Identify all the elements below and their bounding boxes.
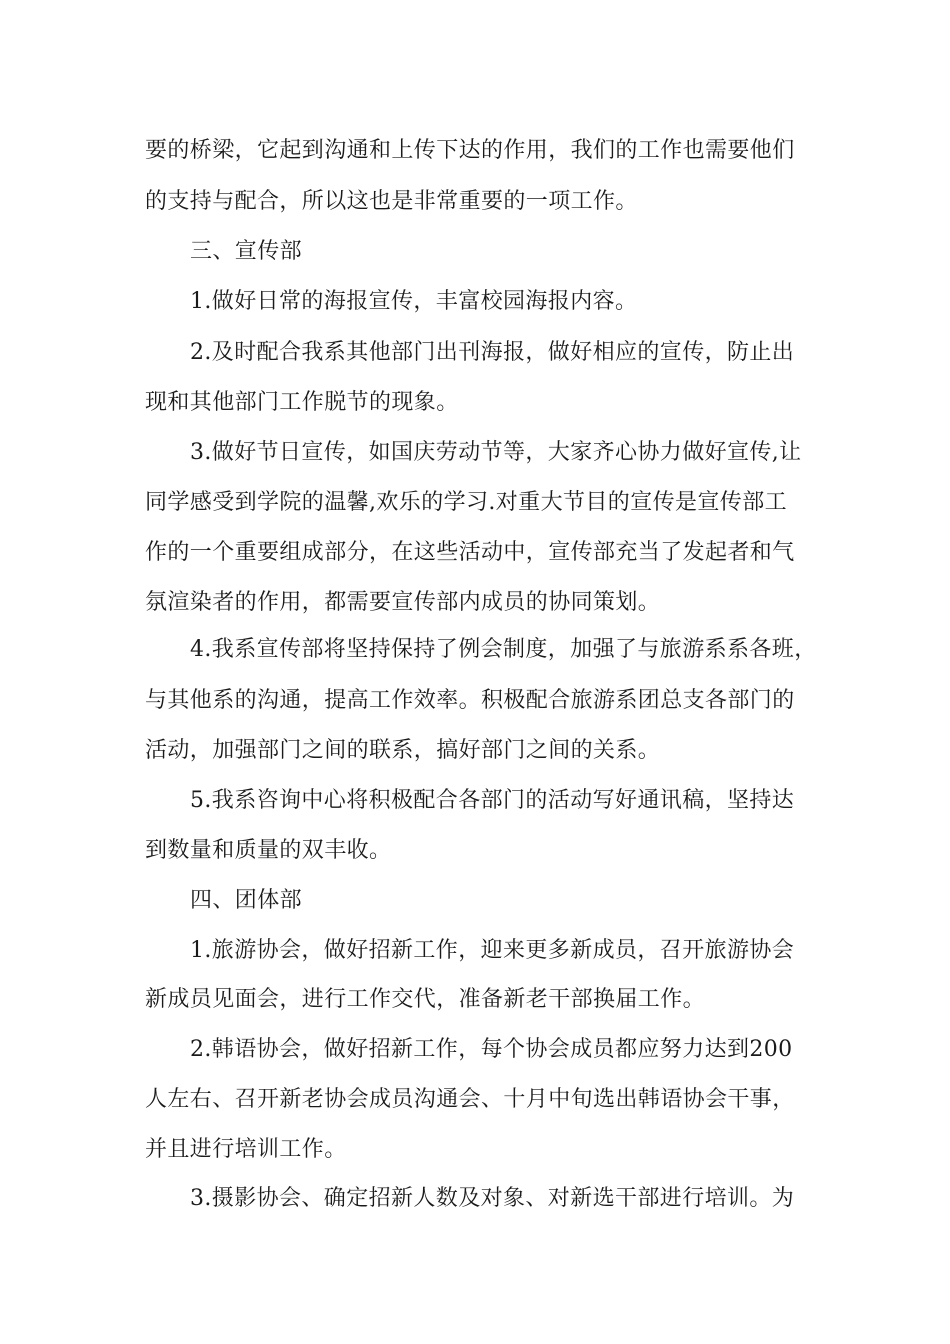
text-line: 到数量和质量的双丰收。 <box>145 838 392 863</box>
text-line: 4.我系宣传部将坚持保持了例会制度，加强了与旅游系系各班， <box>190 637 817 662</box>
text-line: 新成员见面会，进行工作交代，准备新老干部换届工作。 <box>145 987 706 1012</box>
text-line: 的支持与配合，所以这也是非常重要的一项工作。 <box>145 189 638 214</box>
text-line: 氛渲染者的作用，都需要宣传部内成员的协同策划。 <box>145 590 661 615</box>
text-line: 与其他系的沟通，提高工作效率。积极配合旅游系团总支各部门的 <box>145 688 795 713</box>
text-line: 2.韩语协会，做好招新工作，每个协会成员都应努力达到200 <box>190 1037 793 1062</box>
section-heading: 四、团体部 <box>190 888 303 913</box>
text-line: 作的一个重要组成部分，在这些活动中，宣传部充当了发起者和气 <box>145 540 795 565</box>
text-line: 活动，加强部门之间的联系，搞好部门之间的关系。 <box>145 738 661 763</box>
text-line: 5.我系咨询中心将积极配合各部门的活动写好通讯稿，坚持达 <box>190 788 795 813</box>
text-line: 并且进行培训工作。 <box>145 1137 347 1162</box>
text-line: 3.做好节日宣传，如国庆劳动节等，大家齐心协力做好宣传,让 <box>190 440 802 465</box>
text-line: 同学感受到学院的温馨,欢乐的学习.对重大节目的宣传是宣传部工 <box>145 490 787 515</box>
text-line: 现和其他部门工作脱节的现象。 <box>145 390 459 415</box>
text-line: 2.及时配合我系其他部门出刊海报，做好相应的宣传，防止出 <box>190 340 795 365</box>
text-line: 人左右、召开新老协会成员沟通会、十月中旬选出韩语协会干事， <box>145 1087 795 1112</box>
text-line: 1.旅游协会，做好招新工作，迎来更多新成员，召开旅游协会 <box>190 938 795 963</box>
text-line: 要的桥梁，它起到沟通和上传下达的作用，我们的工作也需要他们 <box>145 138 795 163</box>
text-line: 3.摄影协会、确定招新人数及对象、对新选干部进行培训。为 <box>190 1186 795 1211</box>
section-heading: 三、宣传部 <box>190 239 303 264</box>
text-line: 1.做好日常的海报宣传，丰富校园海报内容。 <box>190 289 638 314</box>
